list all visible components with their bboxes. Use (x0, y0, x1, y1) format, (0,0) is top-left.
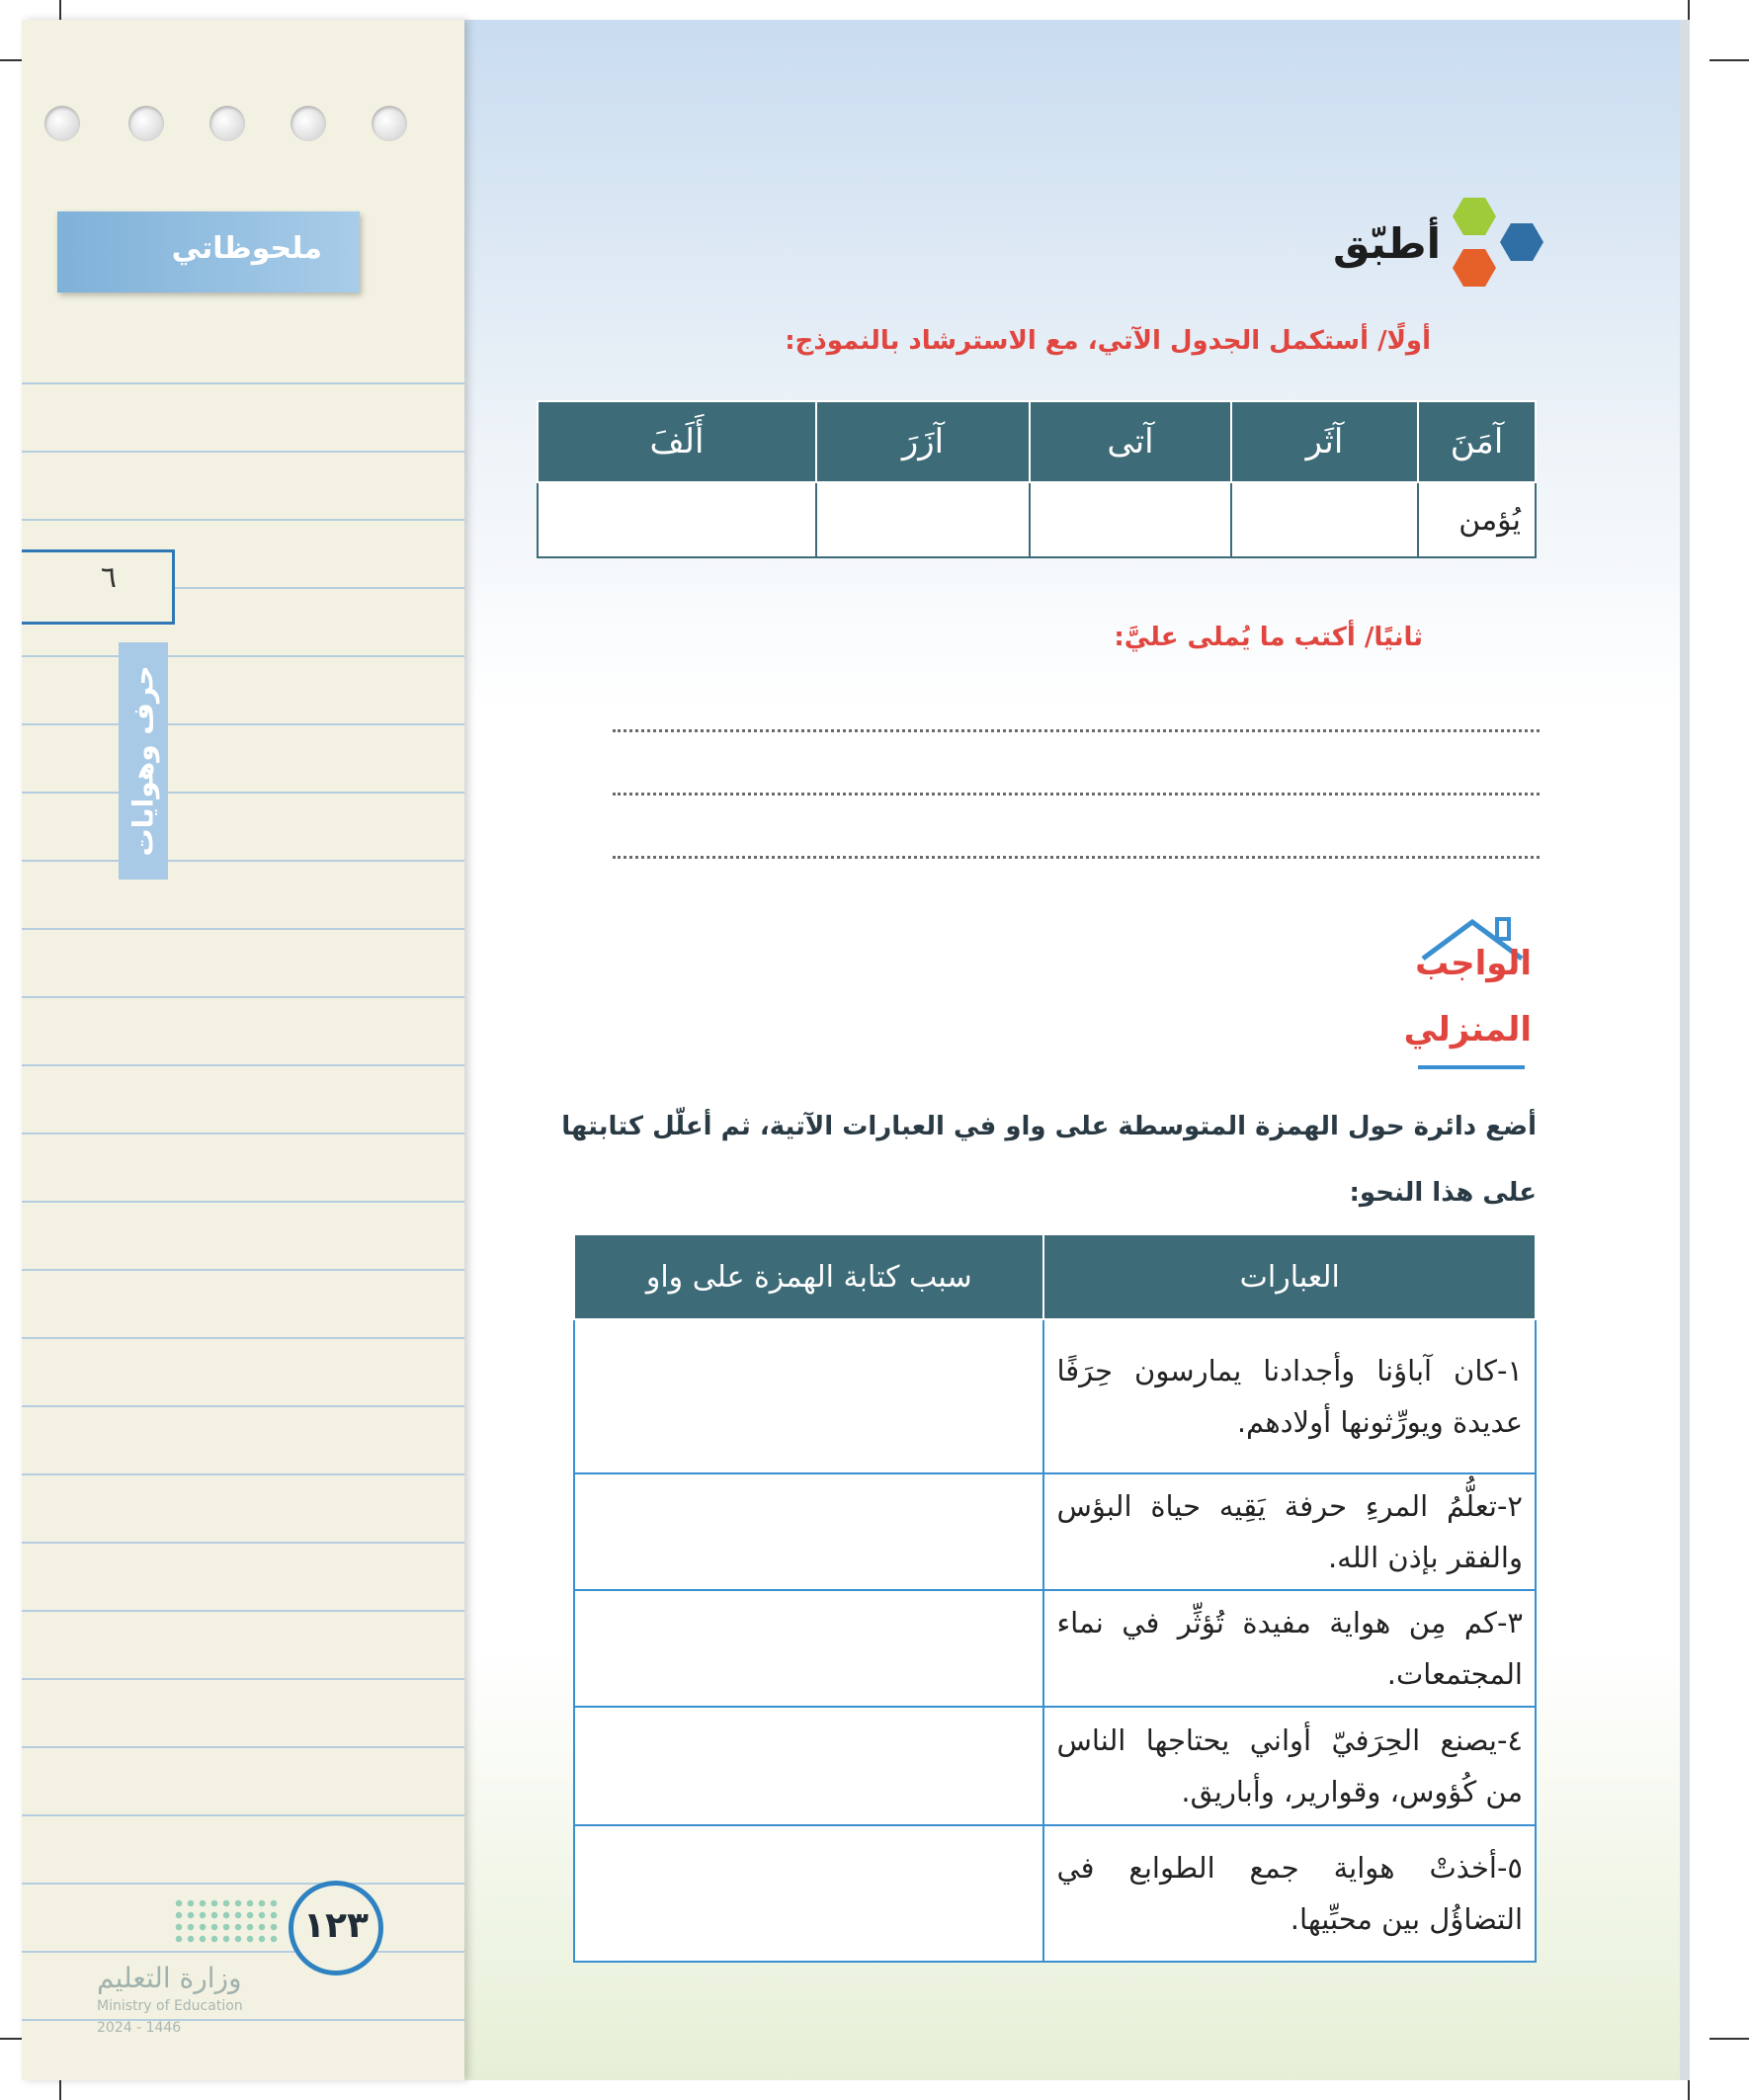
sentence-cell: ١-كان آباؤنا وأجدادنا يمارسون حِرَفًا عديدة ويورِّثونها أولادهم. (1043, 1319, 1536, 1473)
homework-underline (1418, 1065, 1525, 1069)
table-header-cell: آتى (1030, 401, 1231, 482)
table-row (538, 482, 1536, 557)
table-header-cell: أَلَفَ (538, 401, 816, 482)
question-one: أولًا/ أستكمل الجدول الآتي، مع الاسترشاد بالنموذج: (785, 326, 1431, 356)
unit-number-box (22, 549, 175, 625)
notes-sidebar (22, 20, 464, 2080)
binder-hole (44, 106, 80, 141)
ministry-logo-dots (173, 1897, 282, 1943)
table-row (574, 1473, 1536, 1590)
sentence-cell: ٢-تعلُّمُ المرءِ حرفة يَقِيه حياة البؤس والفقر بإذن الله. (1043, 1473, 1536, 1590)
homework-instruction: أضع دائرة حول الهمزة المتوسطة على واو في العبارات الآتية، ثم أعلّل كتابتها (561, 1112, 1537, 1141)
table-header-cell: آزَرَ (816, 401, 1030, 482)
table-row (574, 1707, 1536, 1825)
page-number: ١٢٣ (289, 1881, 383, 1975)
word-table (537, 400, 1537, 558)
binder-hole (291, 106, 326, 141)
dictation-line[interactable] (613, 729, 1540, 732)
table-header-row (574, 1234, 1536, 1319)
notes-label: ملحوظاتي (171, 231, 322, 266)
ministry-name-en: Ministry of Education (97, 1998, 243, 2014)
answer-cell[interactable] (816, 482, 1030, 557)
unit-title: حرف وهوايات (126, 665, 160, 857)
reason-cell[interactable] (574, 1319, 1043, 1473)
unit-title-strip (119, 642, 168, 880)
table-header-cell: آمَنَ (1418, 401, 1536, 482)
reason-cell[interactable] (574, 1825, 1043, 1962)
table-row (574, 1590, 1536, 1707)
reason-header: سبب كتابة الهمزة على واو (574, 1234, 1043, 1319)
sentences-header: العبارات (1043, 1234, 1536, 1319)
reason-cell[interactable] (574, 1473, 1043, 1590)
homework-title-line2: المنزلي (1403, 1010, 1532, 1050)
unit-number: ٦ (100, 560, 117, 595)
sentences-table (573, 1233, 1537, 1963)
binder-hole (372, 106, 407, 141)
binder-hole (209, 106, 245, 141)
table-header-row (538, 401, 1536, 482)
ministry-year: 2024 - 1446 (97, 2020, 182, 2036)
answer-cell[interactable] (1231, 482, 1418, 557)
reason-cell[interactable] (574, 1590, 1043, 1707)
answer-cell[interactable] (1030, 482, 1231, 557)
sentence-cell: ٣-كم مِن هواية مفيدة تُؤثِّر في نماء المجتمعات. (1043, 1590, 1536, 1707)
dictation-line[interactable] (613, 793, 1540, 796)
apply-title: أطبّق (1333, 219, 1441, 268)
homework-title-line1: الواجب (1415, 944, 1532, 983)
page-edge (1680, 20, 1690, 2080)
crop-mark (1709, 2038, 1749, 2040)
binder-hole (128, 106, 164, 141)
ministry-name-ar: وزارة التعليم (97, 1962, 242, 1994)
homework-instruction: على هذا النحو: (1349, 1178, 1537, 1208)
dictation-line[interactable] (613, 856, 1540, 859)
sentence-cell: ٥-أخذتْ هواية جمع الطوابع في التضاؤُل بين محبِّيها. (1043, 1825, 1536, 1962)
table-row (574, 1825, 1536, 1962)
table-cell: يُؤمن (1418, 482, 1536, 557)
reason-cell[interactable] (574, 1707, 1043, 1825)
question-two: ثانيًا/ أكتب ما يُملى عليَّ: (1114, 623, 1423, 652)
table-row (574, 1319, 1536, 1473)
answer-cell[interactable] (538, 482, 816, 557)
notes-tab (57, 211, 360, 293)
table-header-cell: آثَر (1231, 401, 1418, 482)
sentence-cell: ٤-يصنع الحِرَفيّ أواني يحتاجها الناس من كُؤوس، وقوارير، وأباريق. (1043, 1707, 1536, 1825)
crop-mark (1709, 59, 1749, 61)
